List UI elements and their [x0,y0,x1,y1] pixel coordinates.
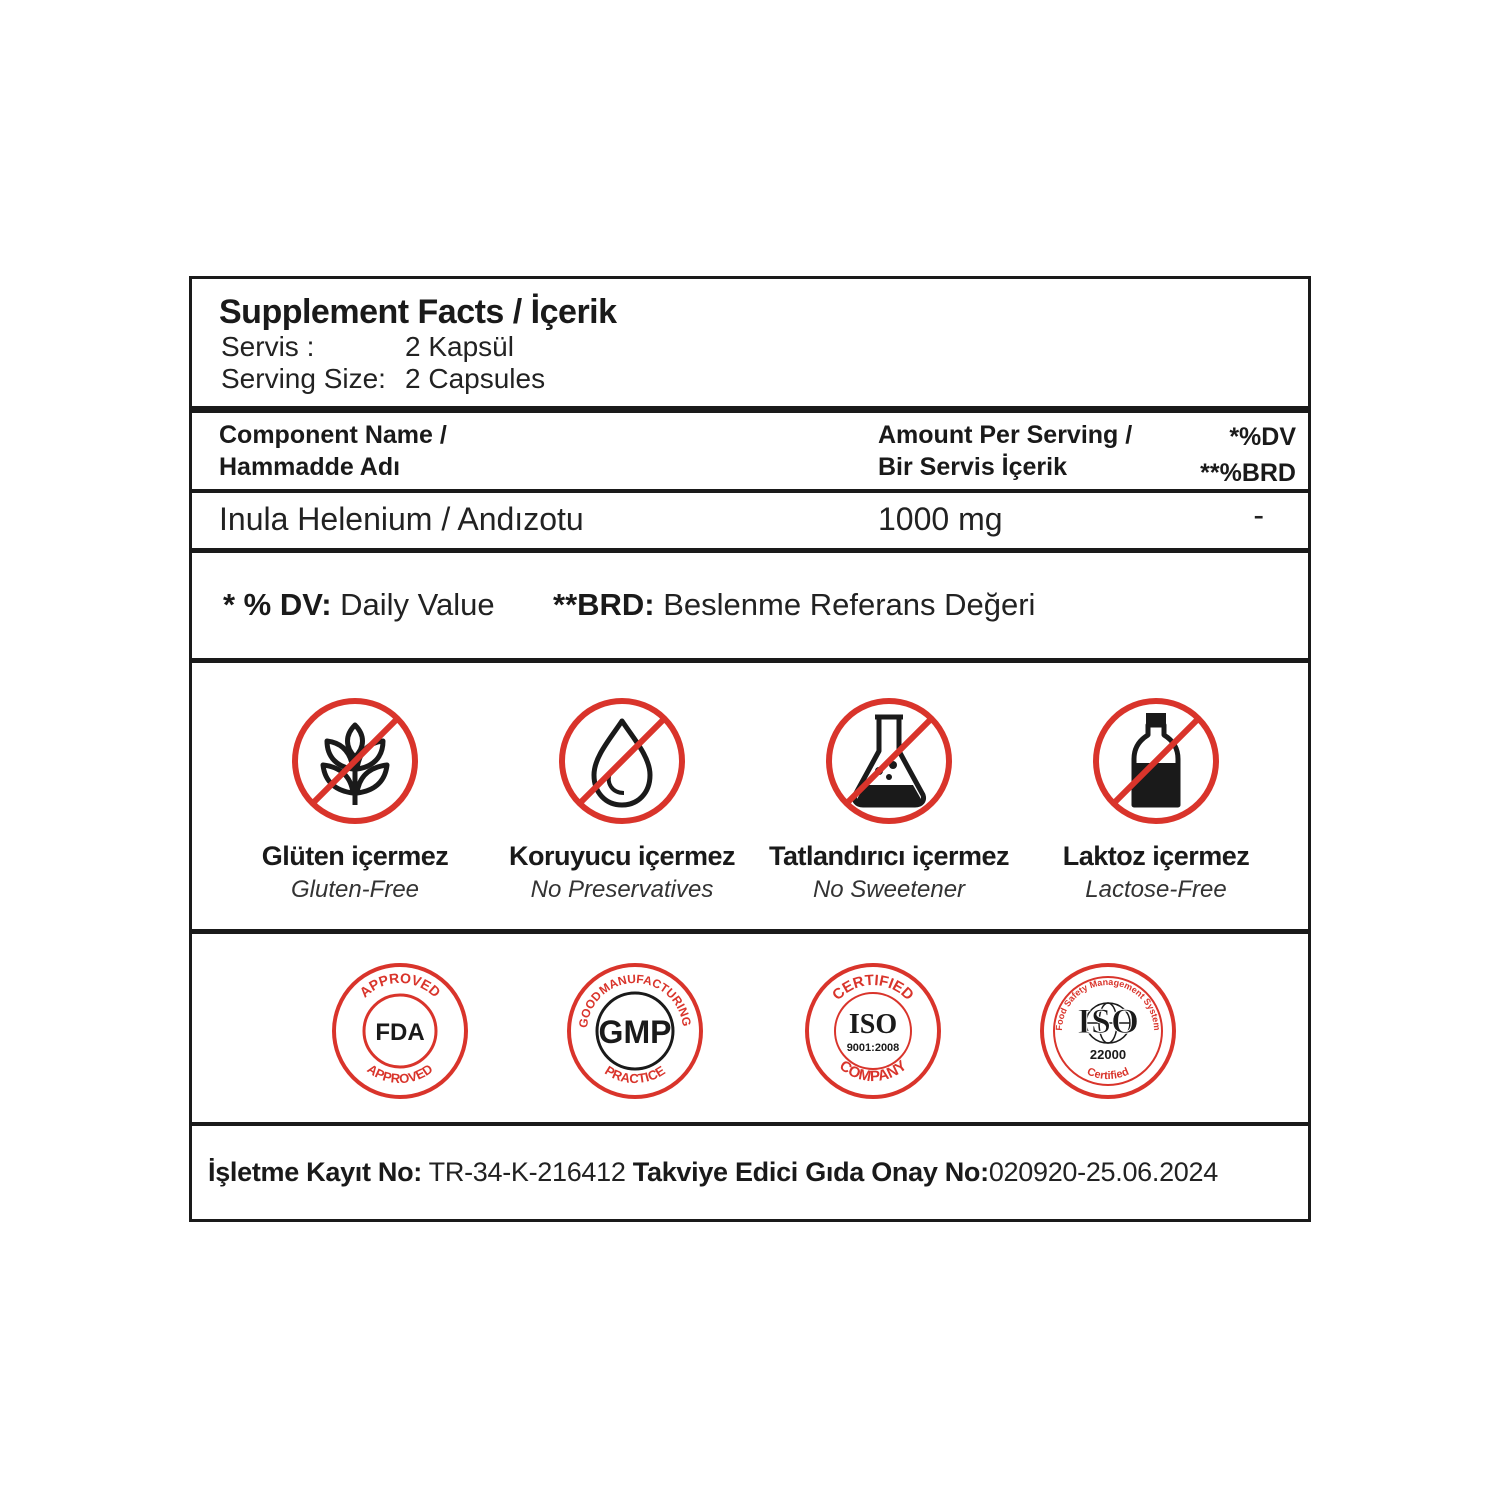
feature-label-en: No Sweetener [812,876,966,903]
iso22000-sub-text: 22000 [1089,1047,1127,1062]
ingredient-name: Inula Helenium / Andızotu [219,501,584,537]
feature-label-tr: Glüten içermez [261,841,449,871]
divider [192,929,1308,934]
wheat-icon [289,695,421,827]
iso9001-center-text: ISO [848,1009,898,1040]
gmp-badge [565,961,705,1101]
iso-9001-badge [803,961,943,1101]
legend-brd [553,587,1035,623]
divider [192,548,1308,553]
column-header-dv-line2: **%BRD [1200,459,1296,487]
ingredient-amount: 1000 mg [878,501,1003,537]
feature-label-tr: Tatlandırıcı içermez [768,841,1010,871]
svg-text:PRACTICE [602,1063,668,1087]
gmp-left-text: GOOD [575,988,605,1029]
drop-icon [556,695,688,827]
column-header-name-line2: Hammadde Adı [219,453,401,481]
column-header-dv-line1: *%DV [1229,423,1296,451]
feature-no-preservatives [497,695,747,904]
divider [192,489,1308,493]
legend-dv-value: Daily Value [340,587,495,622]
iso22000-top-text: Food Safety Management System [1053,976,1163,1031]
feature-lactose-free [1031,695,1281,904]
gmp-center-text: GMP [598,1014,672,1050]
feature-label-en: Gluten-Free [290,876,420,903]
iso9001-sub-text: 9001:2008 [846,1042,900,1054]
column-header-amount-line1: Amount Per Serving / [878,421,1133,449]
divider [192,658,1308,663]
feature-label-tr: Laktoz içermez [1062,841,1250,871]
serving-en [221,363,546,395]
serving-en-label: Serving Size: [221,363,386,394]
fda-bottom-text: APPROVED [364,1061,436,1087]
column-header-name [219,419,447,483]
supplement-facts-label [189,276,1311,1222]
divider [192,406,1308,413]
iso9001-top-text: CERTIFIED [829,971,917,1004]
column-header-amount-line2: Bir Servis İçerik [878,453,1068,481]
svg-text:COMPANY [836,1057,910,1085]
legend-dv [223,587,495,623]
svg-text:CERTIFIED [829,972,917,1004]
registration-footer [208,1157,1218,1188]
legend-brd-value: Beslenme Referans Değeri [663,587,1036,622]
iso-22000-badge [1038,961,1178,1101]
divider [192,1122,1308,1126]
legend-brd-key: **BRD: [553,587,655,622]
serving-tr [221,331,514,363]
fda-approved-badge [330,961,470,1101]
bottle-icon [1090,695,1222,827]
iso22000-bottom-text: Certified [1085,1065,1131,1083]
svg-text:APPROVED [365,1061,436,1086]
registration-key: İşletme Kayıt No: [208,1157,422,1187]
serving-tr-value: 2 Kapsül [405,331,514,362]
feature-label-tr: Koruyucu içermez [508,841,736,871]
gmp-bottom-text: PRACTICE [602,1062,668,1087]
legend-dv-key: * % DV: [223,587,332,622]
iso9001-bottom-text: COMPANY [836,1057,910,1086]
feature-gluten-free [230,695,480,904]
feature-label-en: No Preservatives [530,876,714,903]
gmp-top-text: MANUFACTURING [596,971,694,1028]
serving-en-value: 2 Capsules [405,363,546,394]
column-header-dv [1200,419,1296,491]
approval-value: 020920-25.06.2024 [988,1157,1218,1187]
ingredient-dv: - [1253,497,1264,533]
serving-tr-label: Servis : [221,331,315,362]
flask-icon [823,695,955,827]
fda-center-text: FDA [375,1019,425,1046]
fda-top-text: APPROVED [356,969,444,1001]
iso22000-center-text: ISO [1076,1001,1140,1041]
page-title: Supplement Facts / İçerik [219,293,617,331]
registration-value: TR-34-K-216412 [421,1157,626,1187]
feature-no-sweetener [764,695,1014,904]
svg-text:Certified [1085,1066,1131,1082]
column-header-amount [878,419,1132,483]
column-header-name-line1: Component Name / [219,421,447,449]
approval-key: Takviye Edici Gıda Onay No: [625,1157,989,1187]
feature-label-en: Lactose-Free [1085,876,1227,903]
